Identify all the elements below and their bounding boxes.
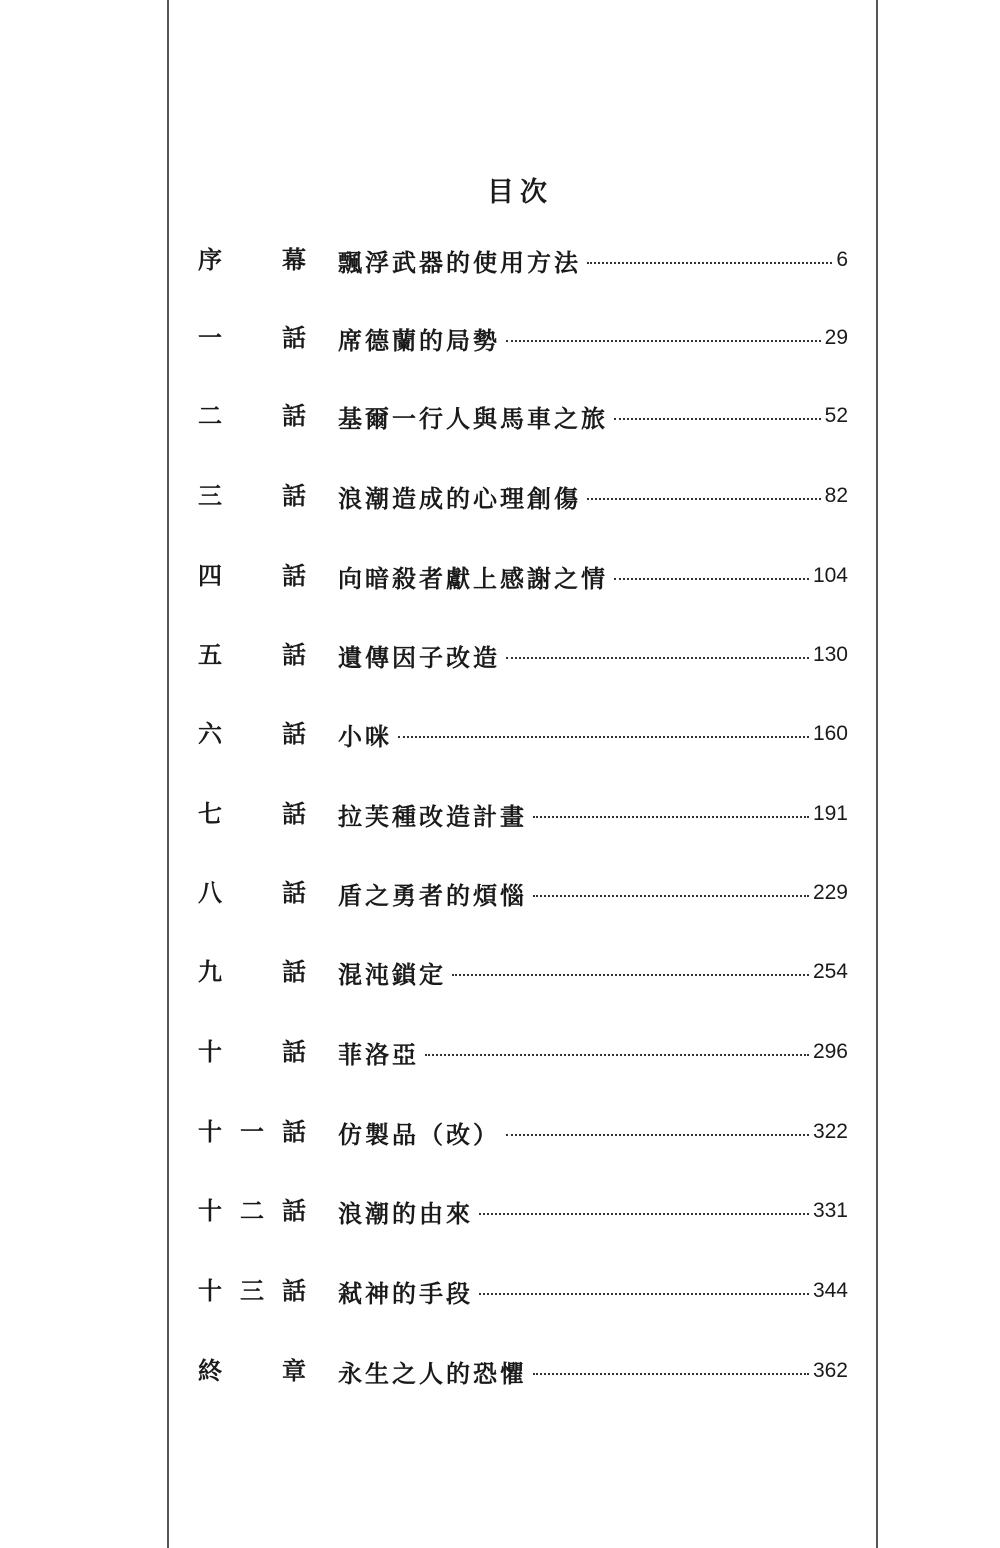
chapter-number-char: 二 [240, 1196, 264, 1225]
chapter-number-char: 八 [198, 878, 222, 907]
page-number: 331 [812, 1199, 848, 1222]
dot-leader [479, 1213, 809, 1215]
chapter-title: 飄浮武器的使用方法 [338, 247, 581, 277]
chapter-title: 浪潮的由來 [338, 1198, 473, 1228]
chapter-number-char: 話 [282, 323, 306, 352]
chapter-number [198, 1351, 338, 1391]
chapter-number-char: 話 [282, 561, 306, 590]
page-number: 82 [824, 484, 848, 507]
chapter-title: 仿製品（改） [338, 1119, 500, 1149]
page-number: 296 [812, 1040, 848, 1063]
chapter-number-char: 幕 [282, 245, 306, 274]
chapter-number [198, 794, 338, 834]
toc-entry[interactable] [198, 714, 848, 754]
page-number: 344 [812, 1279, 848, 1302]
page-title: 目次 [487, 177, 553, 208]
dot-leader [533, 816, 809, 818]
dot-leader [533, 1373, 809, 1375]
page-number: 104 [812, 564, 848, 587]
dot-leader [452, 974, 809, 976]
chapter-number [198, 714, 338, 754]
toc-entry[interactable] [198, 240, 848, 280]
chapter-number-char: 話 [282, 1196, 306, 1225]
chapter-number [198, 556, 338, 596]
chapter-title: 盾之勇者的煩惱 [338, 880, 527, 910]
chapter-title: 拉芙種改造計畫 [338, 801, 527, 831]
toc-entry[interactable] [198, 1032, 848, 1072]
toc-entry[interactable] [198, 635, 848, 675]
chapter-number-char: 章 [282, 1356, 306, 1385]
chapter-number [198, 396, 338, 436]
chapter-title: 基爾一行人與馬車之旅 [338, 403, 608, 433]
chapter-number-char: 二 [198, 401, 222, 430]
dot-leader [587, 262, 832, 264]
page-number: 29 [824, 326, 848, 349]
chapter-number [198, 873, 338, 913]
chapter-number-char: 三 [198, 481, 222, 510]
page-number: 130 [812, 643, 848, 666]
dot-leader [506, 340, 821, 342]
chapter-number-char: 七 [198, 799, 222, 828]
chapter-number [198, 952, 338, 992]
chapter-number-char: 五 [198, 640, 222, 669]
toc-entry[interactable] [198, 952, 848, 992]
chapter-number-char: 話 [282, 799, 306, 828]
chapter-title: 席德蘭的局勢 [338, 325, 500, 355]
chapter-number-char: 四 [198, 561, 222, 590]
chapter-number-char: 話 [282, 481, 306, 510]
page-edge-left [167, 0, 169, 1548]
dot-leader [614, 578, 809, 580]
toc-entry[interactable] [198, 396, 848, 436]
toc-entry[interactable] [198, 873, 848, 913]
chapter-title: 浪潮造成的心理創傷 [338, 483, 581, 513]
chapter-title: 遺傳因子改造 [338, 642, 500, 672]
toc-entry[interactable] [198, 556, 848, 596]
chapter-number [198, 318, 338, 358]
dot-leader [398, 736, 809, 738]
chapter-number-char: 終 [198, 1356, 222, 1385]
chapter-number-char: 十 [198, 1196, 222, 1225]
page-number: 362 [812, 1359, 848, 1382]
page-number: 254 [812, 960, 848, 983]
chapter-number-char: 一 [240, 1117, 264, 1146]
dot-leader [506, 1134, 809, 1136]
page-number: 191 [812, 802, 848, 825]
chapter-number-char: 九 [198, 957, 222, 986]
chapter-number [198, 476, 338, 516]
chapter-number [198, 1271, 338, 1311]
chapter-title: 小咪 [338, 721, 392, 751]
chapter-number-char: 一 [198, 323, 222, 352]
chapter-title: 混沌鎖定 [338, 959, 446, 989]
toc-entry[interactable] [198, 1191, 848, 1231]
page-number: 160 [812, 722, 848, 745]
chapter-title: 向暗殺者獻上感謝之情 [338, 563, 608, 593]
dot-leader [587, 498, 821, 500]
chapter-number-char: 話 [282, 401, 306, 430]
chapter-number-char: 三 [240, 1276, 264, 1305]
dot-leader [479, 1293, 809, 1295]
chapter-number-char: 話 [282, 719, 306, 748]
page-edge-right [876, 0, 878, 1548]
chapter-number-char: 話 [282, 957, 306, 986]
chapter-number-char: 序 [198, 245, 222, 274]
chapter-title: 弒神的手段 [338, 1278, 473, 1308]
chapter-number-char: 話 [282, 878, 306, 907]
dot-leader [533, 895, 809, 897]
chapter-number-char: 十 [198, 1037, 222, 1066]
toc-entry[interactable] [198, 1112, 848, 1152]
chapter-number [198, 1191, 338, 1231]
page-number: 322 [812, 1120, 848, 1143]
page-number: 6 [836, 248, 848, 271]
chapter-number-char: 六 [198, 719, 222, 748]
chapter-number-char: 十 [198, 1276, 222, 1305]
toc-entry[interactable] [198, 1271, 848, 1311]
toc-entry[interactable] [198, 476, 848, 516]
toc-entry[interactable] [198, 794, 848, 834]
chapter-number-char: 話 [282, 640, 306, 669]
chapter-number-char: 話 [282, 1117, 306, 1146]
chapter-number-char: 話 [282, 1037, 306, 1066]
toc-entry[interactable] [198, 1351, 848, 1391]
chapter-number [198, 240, 338, 280]
page-number: 52 [824, 404, 848, 427]
dot-leader [614, 418, 821, 420]
dot-leader [425, 1054, 809, 1056]
chapter-title: 永生之人的恐懼 [338, 1358, 527, 1388]
page-number: 229 [812, 881, 848, 904]
chapter-number-char: 話 [282, 1276, 306, 1305]
chapter-number-char: 十 [198, 1117, 222, 1146]
chapter-number [198, 1032, 338, 1072]
chapter-number [198, 1112, 338, 1152]
dot-leader [506, 657, 809, 659]
toc-entry[interactable] [198, 318, 848, 358]
chapter-number [198, 635, 338, 675]
chapter-title: 菲洛亞 [338, 1039, 419, 1069]
